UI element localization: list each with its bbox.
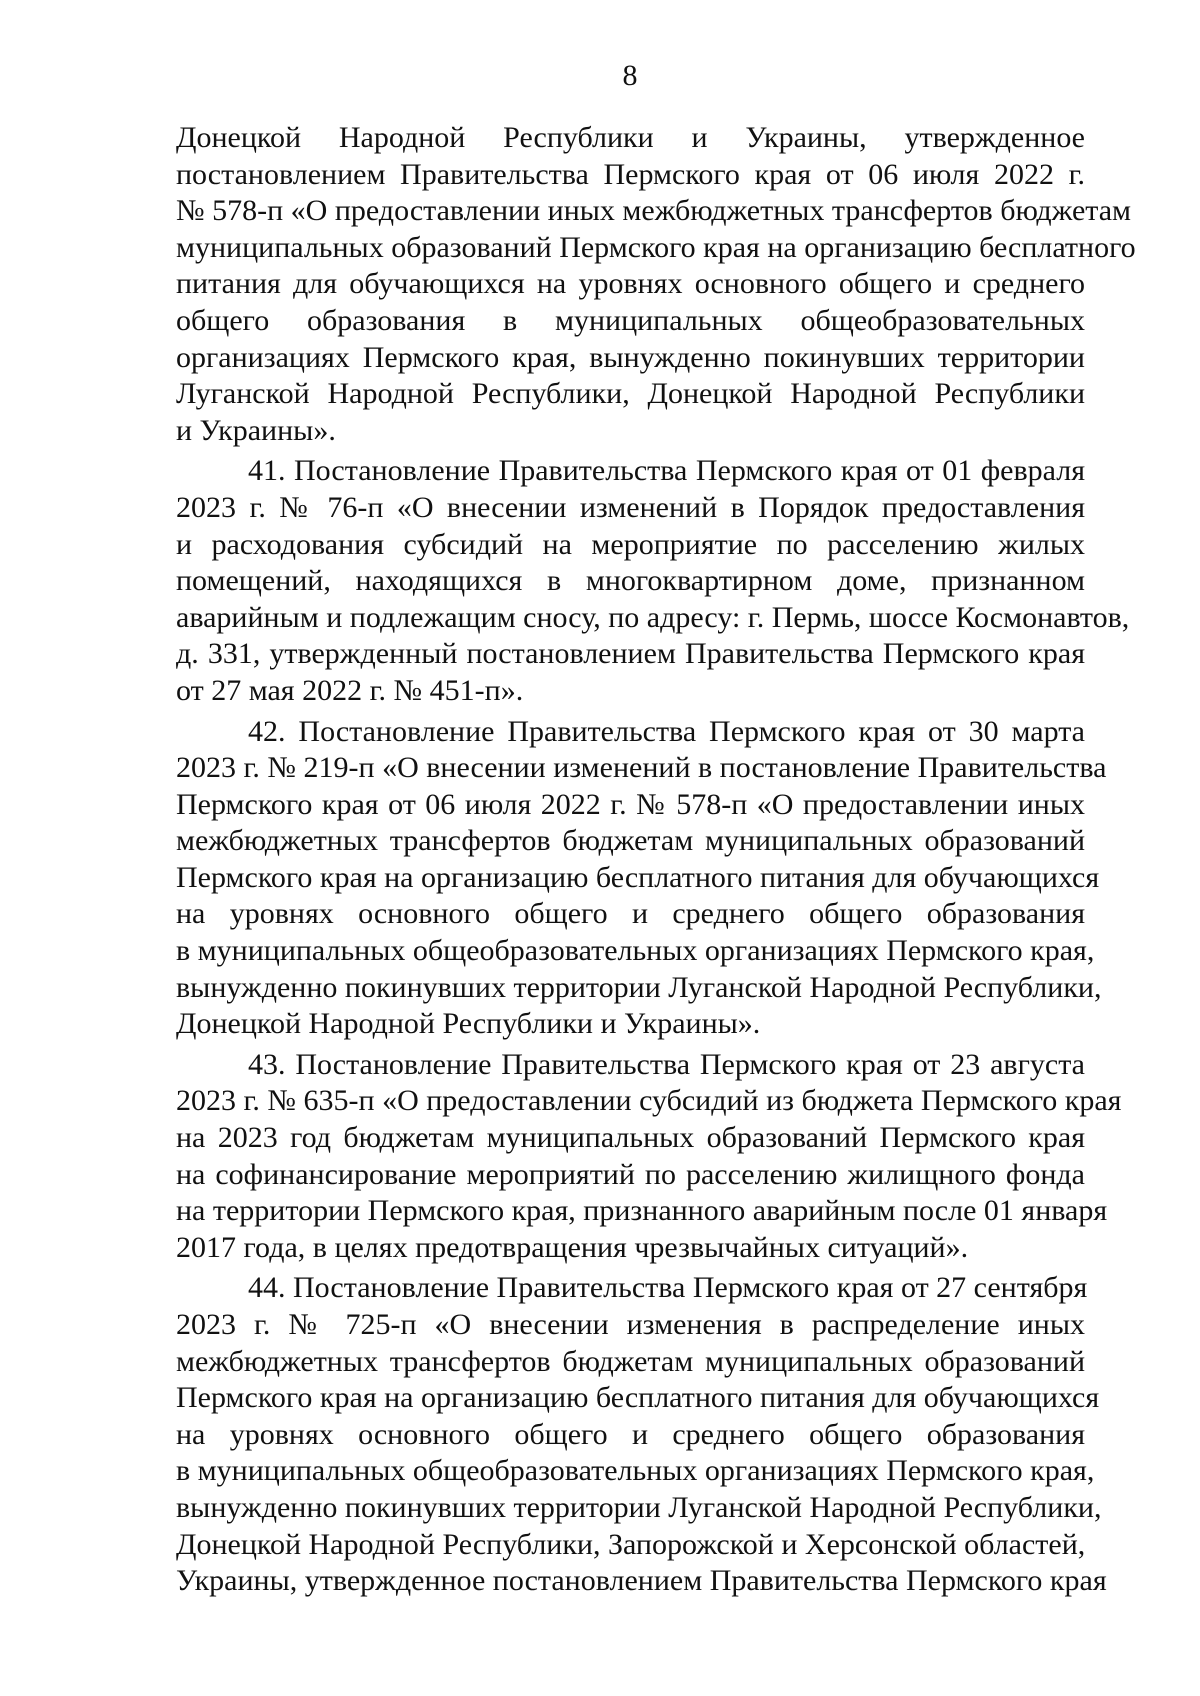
text-line: 44. Постановление Правительства Пермского края от 27 сентября [248,1271,1088,1305]
text-line: межбюджетных трансфертов бюджетам муниципальных образований [176,1344,1085,1378]
list-item-42 [176,714,1107,1043]
text-line: на уровнях основного общего и среднего общего образования [176,1417,1085,1451]
text-line: в муниципальных общеобразовательных организациях Пермского края, [176,934,1095,968]
text-line: в муниципальных общеобразовательных организациях Пермского края, [176,1454,1095,1488]
text-line: 2023 г. № 635-п «О предоставлении субсидий из бюджета Пермского края [176,1084,1122,1118]
list-item-43 [176,1047,1122,1267]
text-line: на территории Пермского края, признанного аварийным после 01 января [176,1194,1108,1228]
text-line: питания для обучающихся на уровнях основного общего и среднего [176,267,1085,301]
text-line: Донецкой Народной Республики и Украины, утвержденное [176,121,1085,154]
text-line: помещений, находящихся в многоквартирном доме, признанном [176,564,1085,598]
text-line: 2023 г. № 219-п «О внесении изменений в постановление Правительства [176,751,1107,785]
document-body [176,120,1136,1600]
text-line: и Украины». [176,413,336,447]
text-line: Луганской Народной Республики, Донецкой Народной Республики [176,377,1085,411]
text-line: вынужденно покинувших территории Луганской Народной Республики, [176,970,1102,1004]
text-line: общего образования в муниципальных общеобразовательных [176,303,1085,337]
text-line: муниципальных образований Пермского края на организацию бесплатного [176,230,1136,264]
text-line: Пермского края от 06 июля 2022 г. № 578-п «О предоставлении иных [176,787,1085,821]
text-line: от 27 мая 2022 г. № 451-п». [176,673,524,707]
list-item-44 [176,1270,1107,1599]
page-number: 8 [622,59,638,92]
text-line: 2017 года, в целях предотвращения чрезвычайных ситуаций». [176,1230,969,1264]
text-line: межбюджетных трансфертов бюджетам муниципальных образований [176,824,1085,858]
text-line: 42. Постановление Правительства Пермского края от 30 марта [248,714,1085,748]
text-line: Украины, утвержденное постановлением Правительства Пермского края [176,1564,1107,1598]
text-line: организациях Пермского края, вынужденно покинувших территории [176,340,1085,374]
text-line: 41. Постановление Правительства Пермского края от 01 февраля [248,454,1085,488]
list-item-41 [176,453,1130,709]
text-line: на 2023 год бюджетам муниципальных образований Пермского края [176,1121,1085,1155]
text-line: Донецкой Народной Республики и Украины». [176,1007,761,1041]
text-line: 2023 г. № 725-п «О внесении изменения в распределение иных [176,1308,1085,1341]
text-line: постановлением Правительства Пермского края от 06 июля 2022 г. [176,157,1085,191]
paragraph-continuation [176,120,1136,449]
text-line: Пермского края на организацию бесплатного питания для обучающихся [176,1381,1100,1415]
text-line: 43. Постановление Правительства Пермского края от 23 августа [248,1047,1085,1081]
text-line: аварийным и подлежащим сносу, по адресу: г. Пермь, шоссе Космонавтов, [176,600,1130,634]
text-line: № 578-п «О предоставлении иных межбюджетных трансфертов бюджетам [176,194,1132,228]
text-line: на софинансирование мероприятий по расселению жилищного фонда [176,1157,1085,1191]
text-line: и расходования субсидий на мероприятие по расселению жилых [176,527,1085,561]
text-line: 2023 г. № 76-п «О внесении изменений в Порядок предоставления [176,490,1085,524]
text-line: вынужденно покинувших территории Луганской Народной Республики, [176,1490,1102,1524]
text-line: д. 331, утвержденный постановлением Правительства Пермского края [176,637,1085,671]
text-line: Донецкой Народной Республики, Запорожской и Херсонской областей, [176,1527,1086,1561]
text-line: на уровнях основного общего и среднего общего образования [176,897,1085,931]
text-line: Пермского края на организацию бесплатного питания для обучающихся [176,860,1100,894]
